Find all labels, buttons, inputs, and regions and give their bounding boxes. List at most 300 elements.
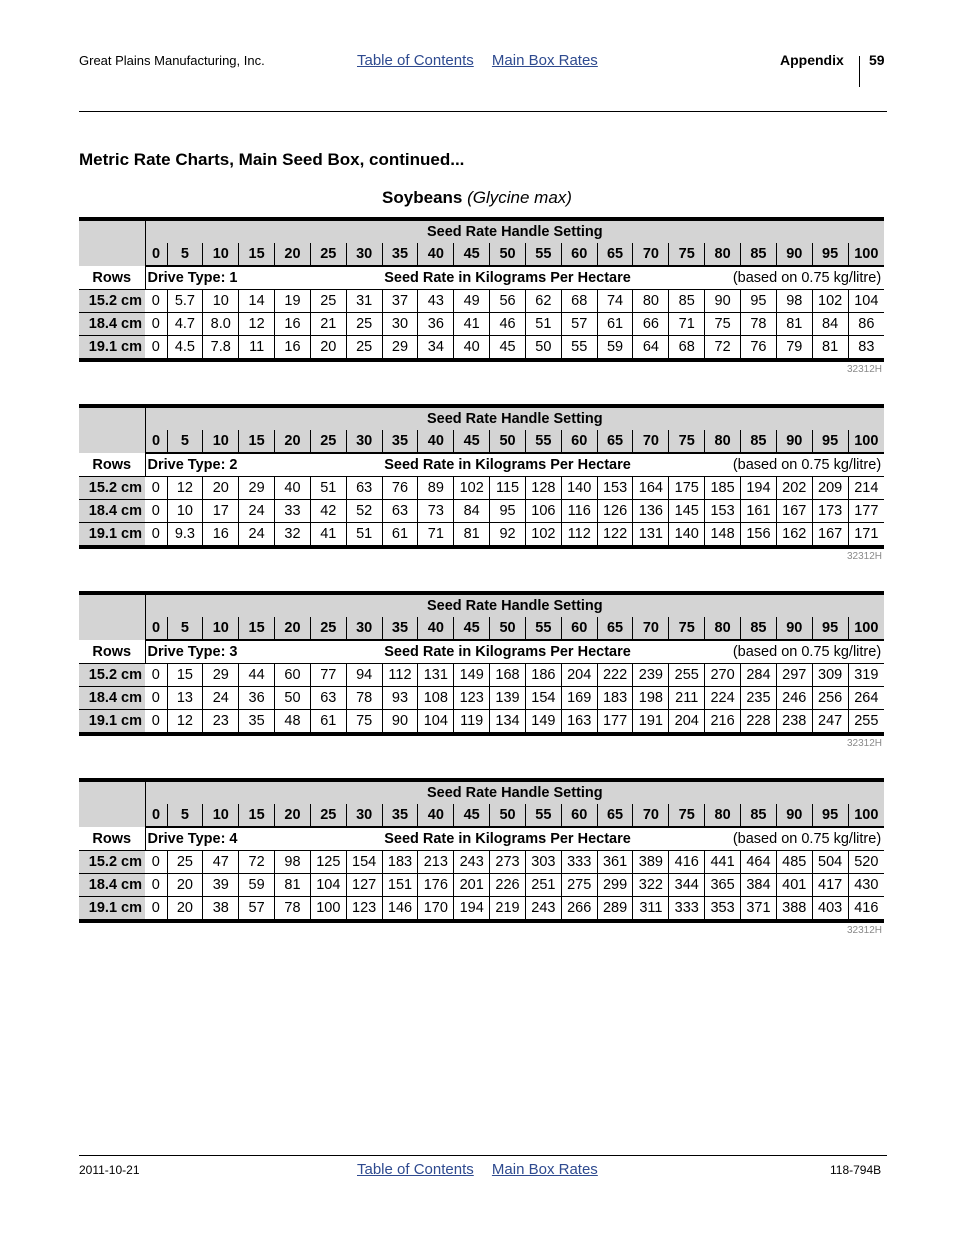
- rate-value: 365: [705, 874, 741, 897]
- rate-chart-4: [79, 778, 884, 936]
- rate-value: 0: [145, 290, 167, 313]
- rate-value: 156: [741, 523, 777, 548]
- rate-value: 25: [346, 313, 382, 336]
- section-name: Appendix: [780, 52, 844, 68]
- rate-title: Seed Rate in Kilograms Per Hectare: [346, 827, 669, 851]
- drive-type-label: Drive Type: 1: [145, 266, 346, 290]
- table-row: [79, 500, 884, 523]
- rate-value: 333: [561, 851, 597, 874]
- setting-header: 65: [597, 617, 633, 640]
- rate-value: 93: [382, 687, 418, 710]
- setting-header: 75: [669, 617, 705, 640]
- rate-value: 23: [203, 710, 239, 735]
- rate-value: 84: [812, 313, 848, 336]
- rate-value: 44: [239, 664, 275, 687]
- rate-value: 8.0: [203, 313, 239, 336]
- rate-value: 127: [346, 874, 382, 897]
- drive-type-label: Drive Type: 2: [145, 453, 346, 477]
- setting-header: 35: [382, 430, 418, 453]
- rate-value: 164: [633, 477, 669, 500]
- setting-header: 15: [239, 430, 275, 453]
- setting-header: 75: [669, 243, 705, 266]
- main-box-rates-link[interactable]: Main Box Rates: [491, 52, 598, 69]
- rate-value: 45: [490, 336, 526, 361]
- rate-value: 149: [525, 710, 561, 735]
- rate-value: 235: [741, 687, 777, 710]
- rate-value: 145: [669, 500, 705, 523]
- rate-chart-1: [79, 217, 884, 375]
- setting-header: 45: [454, 617, 490, 640]
- rows-label: Rows: [79, 266, 145, 290]
- chart-id: 32312H: [846, 925, 882, 936]
- rate-value: 256: [812, 687, 848, 710]
- drive-type-label: Drive Type: 4: [145, 827, 346, 851]
- rate-value: 284: [741, 664, 777, 687]
- rate-title: Seed Rate in Kilograms Per Hectare: [346, 266, 669, 290]
- setting-header: 95: [812, 430, 848, 453]
- rate-value: 32: [275, 523, 311, 548]
- rate-value: 74: [597, 290, 633, 313]
- row-spacing-label: 15.2 cm: [79, 477, 145, 500]
- rate-value: 20: [310, 336, 346, 361]
- setting-header: 75: [669, 430, 705, 453]
- rate-value: 61: [382, 523, 418, 548]
- rate-value: 64: [633, 336, 669, 361]
- rate-value: 243: [454, 851, 490, 874]
- rate-value: 51: [525, 313, 561, 336]
- rate-value: 102: [525, 523, 561, 548]
- rate-value: 149: [454, 664, 490, 687]
- rate-table: [79, 591, 884, 736]
- rate-value: 176: [418, 874, 454, 897]
- rate-value: 24: [239, 500, 275, 523]
- rate-value: 485: [776, 851, 812, 874]
- rate-value: 41: [310, 523, 346, 548]
- setting-header: 55: [525, 430, 561, 453]
- rate-value: 177: [597, 710, 633, 735]
- rate-value: 20: [167, 874, 203, 897]
- rate-value: 71: [418, 523, 454, 548]
- rate-value: 76: [741, 336, 777, 361]
- rate-value: 401: [776, 874, 812, 897]
- rate-value: 201: [454, 874, 490, 897]
- rate-value: 78: [741, 313, 777, 336]
- rate-value: 194: [741, 477, 777, 500]
- rate-value: 126: [597, 500, 633, 523]
- rate-value: 116: [561, 500, 597, 523]
- footer-links: [357, 1161, 612, 1178]
- rate-value: 24: [239, 523, 275, 548]
- rate-value: 29: [239, 477, 275, 500]
- setting-header: 85: [741, 804, 777, 827]
- rate-value: 19: [275, 290, 311, 313]
- rate-title: Seed Rate in Kilograms Per Hectare: [346, 453, 669, 477]
- rate-value: 102: [812, 290, 848, 313]
- rate-chart-2: [79, 404, 884, 562]
- rate-value: 167: [812, 523, 848, 548]
- rate-value: 322: [633, 874, 669, 897]
- rate-value: 16: [203, 523, 239, 548]
- setting-header: 30: [346, 430, 382, 453]
- row-spacing-label: 15.2 cm: [79, 290, 145, 313]
- rate-value: 37: [382, 290, 418, 313]
- table-row: [79, 290, 884, 313]
- rate-value: 520: [848, 851, 884, 874]
- rate-value: 41: [454, 313, 490, 336]
- rate-value: 0: [145, 897, 167, 922]
- rate-value: 209: [812, 477, 848, 500]
- rate-value: 17: [203, 500, 239, 523]
- rate-value: 14: [239, 290, 275, 313]
- setting-header: 40: [418, 617, 454, 640]
- crop-latin-name: (Glycine max): [467, 188, 572, 207]
- setting-header: 5: [167, 617, 203, 640]
- table-row: [79, 687, 884, 710]
- rate-value: 273: [490, 851, 526, 874]
- setting-header: 45: [454, 243, 490, 266]
- rate-value: 214: [848, 477, 884, 500]
- setting-header: 25: [310, 617, 346, 640]
- page-header: [0, 0, 954, 90]
- setting-header: 55: [525, 804, 561, 827]
- rate-value: 146: [382, 897, 418, 922]
- rate-value: 25: [310, 290, 346, 313]
- rate-value: 417: [812, 874, 848, 897]
- setting-header: 55: [525, 243, 561, 266]
- rate-value: 81: [812, 336, 848, 361]
- setting-header: 70: [633, 243, 669, 266]
- rate-value: 275: [561, 874, 597, 897]
- rate-value: 134: [490, 710, 526, 735]
- rate-value: 63: [346, 477, 382, 500]
- rate-value: 21: [310, 313, 346, 336]
- rate-value: 112: [561, 523, 597, 548]
- rate-value: 68: [561, 290, 597, 313]
- table-row: [79, 336, 884, 361]
- rate-value: 16: [275, 313, 311, 336]
- table-row: [79, 313, 884, 336]
- rate-value: 204: [669, 710, 705, 735]
- table-row: [79, 851, 884, 874]
- crop-name: Soybeans: [382, 188, 463, 207]
- rate-value: 29: [382, 336, 418, 361]
- setting-header: 90: [776, 804, 812, 827]
- setting-header: 40: [418, 804, 454, 827]
- rate-value: 430: [848, 874, 884, 897]
- setting-header: 90: [776, 430, 812, 453]
- rate-value: 311: [633, 897, 669, 922]
- rate-value: 98: [776, 290, 812, 313]
- setting-header: 45: [454, 804, 490, 827]
- table-row: [79, 710, 884, 735]
- rate-value: 175: [669, 477, 705, 500]
- setting-header: 5: [167, 430, 203, 453]
- setting-header: 100: [848, 617, 884, 640]
- table-row: [79, 477, 884, 500]
- rate-value: 30: [382, 313, 418, 336]
- setting-header: 0: [145, 804, 167, 827]
- rate-value: 194: [454, 897, 490, 922]
- rate-value: 48: [275, 710, 311, 735]
- rate-value: 154: [346, 851, 382, 874]
- rate-value: 56: [490, 290, 526, 313]
- setting-header: 0: [145, 617, 167, 640]
- rate-value: 50: [275, 687, 311, 710]
- rate-table: [79, 778, 884, 923]
- rate-value: 504: [812, 851, 848, 874]
- setting-header: 50: [490, 430, 526, 453]
- setting-header: 20: [275, 243, 311, 266]
- setting-header: 15: [239, 617, 275, 640]
- rate-value: 169: [561, 687, 597, 710]
- setting-header: 10: [203, 430, 239, 453]
- rate-value: 0: [145, 313, 167, 336]
- rate-value: 90: [382, 710, 418, 735]
- rate-value: 4.7: [167, 313, 203, 336]
- rate-value: 388: [776, 897, 812, 922]
- rate-value: 353: [705, 897, 741, 922]
- setting-header: 80: [705, 804, 741, 827]
- row-spacing-label: 19.1 cm: [79, 336, 145, 361]
- setting-header: 65: [597, 430, 633, 453]
- setting-header: 15: [239, 243, 275, 266]
- rate-value: 102: [454, 477, 490, 500]
- rate-value: 185: [705, 477, 741, 500]
- rate-value: 89: [418, 477, 454, 500]
- rate-value: 255: [848, 710, 884, 735]
- setting-header: 20: [275, 617, 311, 640]
- rate-value: 60: [275, 664, 311, 687]
- rate-value: 85: [669, 290, 705, 313]
- rate-value: 106: [525, 500, 561, 523]
- rate-value: 139: [490, 687, 526, 710]
- rate-value: 224: [705, 687, 741, 710]
- row-spacing-label: 18.4 cm: [79, 313, 145, 336]
- toc-link[interactable]: Table of Contents: [357, 52, 474, 69]
- rate-value: 95: [741, 290, 777, 313]
- rate-value: 80: [633, 290, 669, 313]
- rate-value: 95: [490, 500, 526, 523]
- rate-value: 84: [454, 500, 490, 523]
- rate-value: 36: [418, 313, 454, 336]
- rate-value: 0: [145, 336, 167, 361]
- rate-value: 361: [597, 851, 633, 874]
- rate-value: 219: [490, 897, 526, 922]
- rate-value: 186: [525, 664, 561, 687]
- rate-value: 43: [418, 290, 454, 313]
- rate-value: 384: [741, 874, 777, 897]
- row-spacing-label: 19.1 cm: [79, 523, 145, 548]
- setting-header: 70: [633, 617, 669, 640]
- setting-header: 5: [167, 243, 203, 266]
- setting-header: 50: [490, 804, 526, 827]
- rate-value: 0: [145, 874, 167, 897]
- table-row: [79, 664, 884, 687]
- rate-value: 51: [346, 523, 382, 548]
- rate-value: 251: [525, 874, 561, 897]
- rate-value: 297: [776, 664, 812, 687]
- rate-value: 98: [275, 851, 311, 874]
- rate-value: 104: [310, 874, 346, 897]
- rate-value: 344: [669, 874, 705, 897]
- rate-value: 59: [239, 874, 275, 897]
- rate-value: 104: [848, 290, 884, 313]
- rows-label: Rows: [79, 827, 145, 851]
- row-spacing-label: 19.1 cm: [79, 897, 145, 922]
- rate-value: 62: [525, 290, 561, 313]
- table-row: [79, 874, 884, 897]
- rate-value: 204: [561, 664, 597, 687]
- row-spacing-label: 15.2 cm: [79, 664, 145, 687]
- rate-value: 441: [705, 851, 741, 874]
- rate-value: 238: [776, 710, 812, 735]
- setting-header: 50: [490, 617, 526, 640]
- rate-value: 49: [454, 290, 490, 313]
- company-name: Great Plains Manufacturing, Inc.: [79, 53, 265, 68]
- rate-value: 61: [597, 313, 633, 336]
- rate-value: 40: [275, 477, 311, 500]
- setting-header: 90: [776, 243, 812, 266]
- rate-value: 38: [203, 897, 239, 922]
- setting-header: 60: [561, 430, 597, 453]
- setting-header: 85: [741, 430, 777, 453]
- rate-value: 0: [145, 851, 167, 874]
- rate-value: 7.8: [203, 336, 239, 361]
- setting-header: 85: [741, 617, 777, 640]
- rate-value: 154: [525, 687, 561, 710]
- rate-value: 264: [848, 687, 884, 710]
- rate-value: 33: [275, 500, 311, 523]
- setting-header: 100: [848, 243, 884, 266]
- setting-header: 65: [597, 243, 633, 266]
- setting-header: 70: [633, 804, 669, 827]
- rate-value: 10: [203, 290, 239, 313]
- setting-header: 60: [561, 617, 597, 640]
- rate-value: 416: [669, 851, 705, 874]
- setting-header: 80: [705, 430, 741, 453]
- setting-header: 95: [812, 617, 848, 640]
- setting-header: 10: [203, 617, 239, 640]
- rate-chart-3: [79, 591, 884, 749]
- rate-value: 51: [310, 477, 346, 500]
- rate-value: 299: [597, 874, 633, 897]
- rate-value: 153: [705, 500, 741, 523]
- rate-value: 148: [705, 523, 741, 548]
- setting-header: 0: [145, 243, 167, 266]
- rate-value: 72: [239, 851, 275, 874]
- rate-value: 20: [203, 477, 239, 500]
- setting-header: 95: [812, 804, 848, 827]
- rate-value: 50: [525, 336, 561, 361]
- rate-value: 63: [382, 500, 418, 523]
- rate-value: 77: [310, 664, 346, 687]
- table-corner: [79, 593, 145, 640]
- setting-header: 50: [490, 243, 526, 266]
- rate-table: [79, 217, 884, 362]
- table-row: [79, 523, 884, 548]
- header-rule: [79, 111, 887, 112]
- chart-id: 32312H: [846, 364, 882, 375]
- rate-value: 0: [145, 477, 167, 500]
- rate-value: 0: [145, 710, 167, 735]
- drive-type-label: Drive Type: 3: [145, 640, 346, 664]
- rate-value: 289: [597, 897, 633, 922]
- rate-value: 464: [741, 851, 777, 874]
- rate-value: 319: [848, 664, 884, 687]
- rate-value: 59: [597, 336, 633, 361]
- rate-value: 63: [310, 687, 346, 710]
- rate-value: 52: [346, 500, 382, 523]
- rate-value: 47: [203, 851, 239, 874]
- setting-header: 80: [705, 617, 741, 640]
- rate-value: 13: [167, 687, 203, 710]
- rate-table: [79, 404, 884, 549]
- rate-value: 79: [776, 336, 812, 361]
- rate-value: 10: [167, 500, 203, 523]
- rate-value: 213: [418, 851, 454, 874]
- rate-value: 123: [454, 687, 490, 710]
- footer-toc-link[interactable]: Table of Contents: [357, 1161, 474, 1178]
- rate-value: 371: [741, 897, 777, 922]
- rate-value: 151: [382, 874, 418, 897]
- rate-value: 270: [705, 664, 741, 687]
- rate-value: 66: [633, 313, 669, 336]
- document-number: 118-794B: [830, 1163, 882, 1177]
- crop-title: [0, 188, 954, 208]
- header-links: [357, 52, 612, 69]
- rate-value: 86: [848, 313, 884, 336]
- rows-label: Rows: [79, 453, 145, 477]
- rate-value: 92: [490, 523, 526, 548]
- setting-header: 30: [346, 617, 382, 640]
- rate-value: 183: [597, 687, 633, 710]
- rate-value: 216: [705, 710, 741, 735]
- table-corner: [79, 780, 145, 827]
- rate-value: 81: [454, 523, 490, 548]
- rate-value: 168: [490, 664, 526, 687]
- rate-value: 4.5: [167, 336, 203, 361]
- setting-header: 35: [382, 617, 418, 640]
- rate-value: 78: [346, 687, 382, 710]
- rate-value: 78: [275, 897, 311, 922]
- setting-header: 20: [275, 430, 311, 453]
- rate-value: 171: [848, 523, 884, 548]
- row-spacing-label: 15.2 cm: [79, 851, 145, 874]
- rate-value: 123: [346, 897, 382, 922]
- rate-value: 36: [239, 687, 275, 710]
- setting-header: 55: [525, 617, 561, 640]
- rows-label: Rows: [79, 640, 145, 664]
- rate-value: 303: [525, 851, 561, 874]
- rate-value: 24: [203, 687, 239, 710]
- rate-value: 42: [310, 500, 346, 523]
- footer-main-box-rates-link[interactable]: Main Box Rates: [491, 1161, 598, 1178]
- table-corner: [79, 219, 145, 266]
- rate-value: 228: [741, 710, 777, 735]
- setting-header: 35: [382, 243, 418, 266]
- setting-header: 100: [848, 430, 884, 453]
- rate-value: 0: [145, 523, 167, 548]
- rate-value: 239: [633, 664, 669, 687]
- rate-value: 170: [418, 897, 454, 922]
- rate-value: 403: [812, 897, 848, 922]
- setting-title: Seed Rate Handle Setting: [145, 780, 884, 804]
- rate-value: 131: [418, 664, 454, 687]
- rate-value: 31: [346, 290, 382, 313]
- setting-header: 95: [812, 243, 848, 266]
- rate-value: 68: [669, 336, 705, 361]
- setting-header: 60: [561, 804, 597, 827]
